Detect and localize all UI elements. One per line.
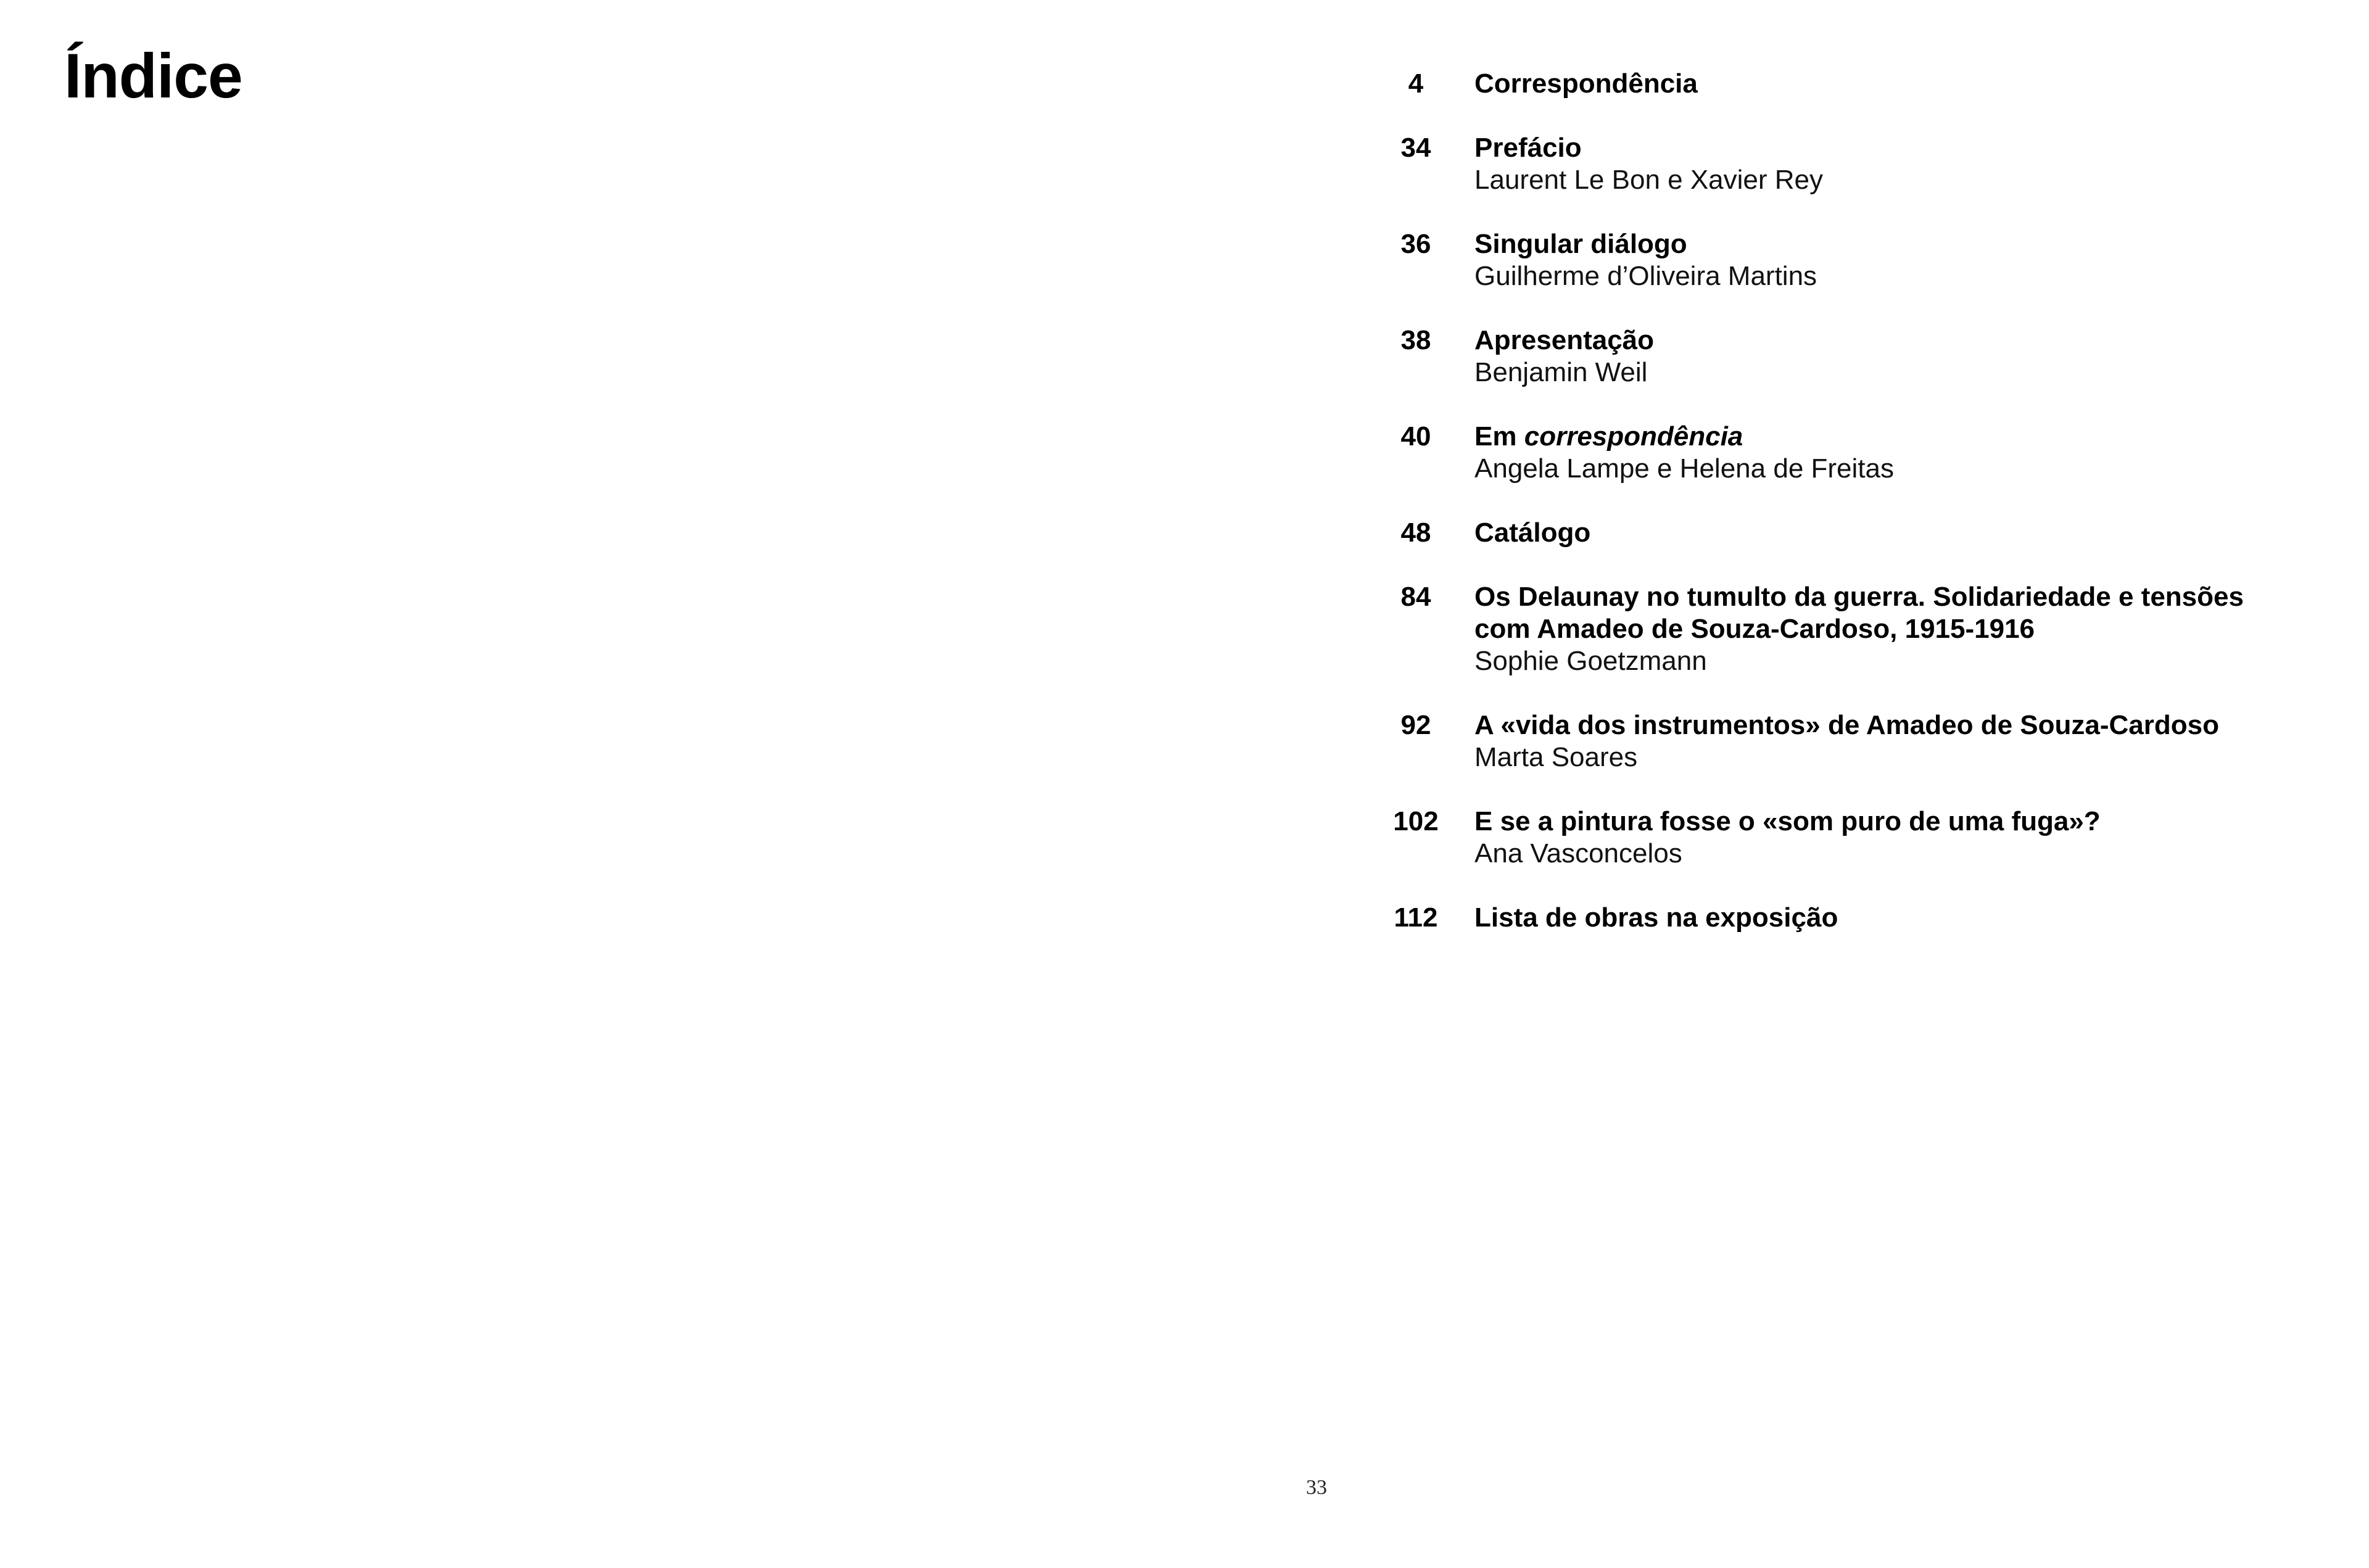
toc-text [1456, 806, 2338, 870]
toc-title: Catálogo [1474, 518, 1591, 548]
toc-text [1456, 517, 2338, 549]
toc-entry-catalogo [1376, 517, 2338, 549]
toc-text [1456, 709, 2338, 774]
toc-author: Laurent Le Bon e Xavier Rey [1474, 165, 1824, 195]
toc-title-line-2: com Amadeo de Souza-Cardoso, 1915-1916 [1474, 614, 2035, 644]
toc-entry-som-puro [1376, 806, 2338, 870]
toc-title: A «vida dos instrumentos» de Amadeo de Souza-Cardoso [1474, 710, 2219, 740]
toc-page-number: 40 [1400, 421, 1431, 452]
toc-text [1456, 68, 2338, 100]
toc-entry-em-correspondencia [1376, 421, 2338, 485]
toc-text [1456, 228, 2338, 292]
table-of-contents [1376, 68, 2338, 966]
toc-page-number: 102 [1393, 806, 1439, 836]
toc-entry-vida-dos-instrumentos [1376, 709, 2338, 774]
page-title: Índice [64, 41, 242, 111]
toc-page-number: 84 [1400, 582, 1431, 612]
toc-text [1456, 132, 2338, 196]
toc-text [1456, 581, 2338, 677]
toc-title-line-1: Os Delaunay no tumulto da guerra. Solidariedade e tensões [1474, 582, 2244, 612]
toc-author: Ana Vasconcelos [1474, 838, 1682, 869]
toc-entry-os-delaunay [1376, 581, 2338, 677]
toc-entry-singular-dialogo [1376, 228, 2338, 292]
toc-entry-lista-de-obras [1376, 902, 2338, 934]
toc-author: Marta Soares [1474, 742, 1638, 772]
toc-entry-apresentacao [1376, 324, 2338, 389]
toc-page-number: 48 [1400, 518, 1431, 548]
toc-author: Angela Lampe e Helena de Freitas [1474, 453, 1894, 484]
toc-title-italic: correspondência [1524, 421, 1743, 452]
toc-author: Benjamin Weil [1474, 357, 1648, 387]
toc-title: Lista de obras na exposição [1474, 902, 1838, 933]
toc-page-number: 38 [1400, 325, 1431, 355]
toc-title: E se a pintura fosse o «som puro de uma fuga»? [1474, 806, 2101, 836]
toc-title: Singular diálogo [1474, 229, 1687, 259]
toc-title: Apresentação [1474, 325, 1655, 355]
toc-page-number: 92 [1400, 710, 1431, 740]
toc-page-number: 4 [1408, 68, 1424, 99]
toc-text [1456, 902, 2338, 934]
toc-text [1456, 324, 2338, 389]
toc-page-number: 112 [1394, 902, 1438, 933]
toc-page-number: 36 [1400, 229, 1431, 259]
toc-title: Prefácio [1474, 133, 1582, 163]
toc-title-prefix: Em [1474, 421, 1517, 452]
page-number: 33 [1306, 1476, 1327, 1499]
toc-title [1474, 421, 2338, 453]
toc-author: Sophie Goetzmann [1474, 646, 1707, 676]
toc-author: Guilherme d’Oliveira Martins [1474, 261, 1817, 291]
toc-text [1456, 421, 2338, 485]
toc-page-number: 34 [1400, 133, 1431, 163]
toc-entry-prefacio [1376, 132, 2338, 196]
toc-title: Correspondência [1474, 68, 1698, 99]
toc-entry-correspondencia [1376, 68, 2338, 100]
